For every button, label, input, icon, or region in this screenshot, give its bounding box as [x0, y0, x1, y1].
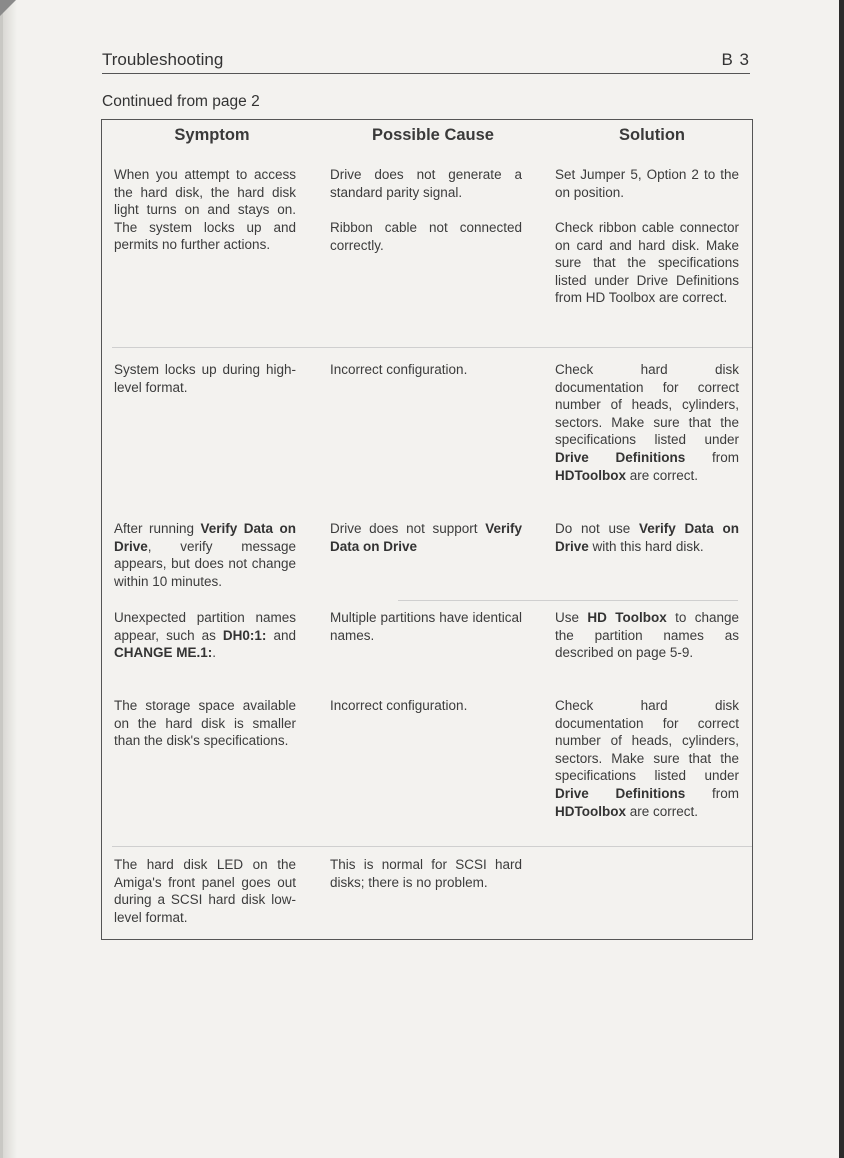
- emphasis-text: HDToolbox: [555, 803, 626, 819]
- row3-solution: [555, 520, 739, 555]
- text-run: Unexpected partition names appear, such as: [114, 610, 296, 643]
- column-header-cause: Possible Cause: [372, 126, 494, 144]
- text-run: Check hard disk documentation for correct number of heads, cylinders, sectors. Make sure that the specifications listed under: [555, 698, 739, 784]
- continued-note: Continued from page 2: [102, 93, 260, 110]
- emphasis-text: DH0:1:: [222, 627, 267, 643]
- row-divider: [112, 846, 752, 847]
- row6-symptom: The hard disk LED on the Amiga's front panel goes out during a SCSI hard disk low-level format.: [114, 857, 296, 925]
- row4-symptom: [114, 609, 296, 662]
- text-run: Check hard disk documentation for correct number of heads, cylinders, sectors. Make sure that the specifications listed under: [555, 362, 739, 448]
- page-corner: [0, 0, 16, 16]
- row1-solution-2: Check ribbon cable connector on card and hard disk. Make sure that the specifications listed under Drive Definitions from HD Toolbox are correct.: [555, 220, 739, 306]
- text-run: from: [685, 449, 739, 465]
- text-run: , verify message appears, but does not change within 10 minutes.: [114, 538, 296, 589]
- emphasis-text: Verify Data on Drive: [555, 521, 739, 554]
- text-run: After running: [114, 521, 201, 536]
- page-gutter-shadow: [3, 0, 17, 1158]
- emphasis-text: HDToolbox: [555, 467, 626, 483]
- text-run: with this hard disk.: [588, 538, 704, 554]
- page-header: [102, 50, 750, 74]
- row5-symptom: The storage space available on the hard disk is smaller than the disk's specifications.: [114, 698, 296, 749]
- page-right-edge: [839, 0, 844, 1158]
- text-run: to change the partition names as described on page 5-9.: [555, 610, 739, 661]
- row1-symptom: When you attempt to access the hard disk, the hard disk light turns on and stays on. The system locks up and permits no further actions.: [114, 167, 296, 253]
- row4-solution: [555, 609, 739, 662]
- text-run: Do not use: [555, 521, 639, 536]
- row3-symptom: [114, 520, 296, 590]
- text-run: from: [685, 785, 739, 801]
- emphasis-text: Drive Definitions: [555, 449, 686, 465]
- row4-cause: Multiple partitions have identical names.: [330, 610, 522, 643]
- row1-cause-1: Drive does not generate a standard parity signal.: [330, 167, 522, 200]
- text-run: .: [212, 645, 217, 661]
- text-run: are correct.: [626, 803, 699, 819]
- text-run: and: [266, 627, 296, 643]
- emphasis-text: Drive Definitions: [555, 785, 686, 801]
- column-header-solution: Solution: [619, 126, 685, 144]
- row2-symptom: System locks up during high-level format.: [114, 362, 296, 395]
- row1-cause-2: Ribbon cable not connected correctly.: [330, 220, 522, 253]
- emphasis-text: HD Toolbox: [587, 610, 667, 625]
- text-run: Use: [555, 610, 588, 625]
- text-run: are correct.: [626, 467, 699, 483]
- row-divider: [398, 600, 738, 601]
- page-number: B 3: [721, 50, 750, 69]
- emphasis-text: Verify Data on Drive: [114, 521, 297, 554]
- column-header-symptom: Symptom: [174, 126, 250, 144]
- emphasis-text: Verify Data on Drive: [330, 521, 522, 554]
- row3-cause: [330, 520, 522, 555]
- row6-cause: This is normal for SCSI hard disks; there is no problem.: [330, 857, 522, 890]
- row1-solution-1: Set Jumper 5, Option 2 to the on position.: [555, 167, 739, 200]
- header-rule: [102, 73, 750, 74]
- text-run: Drive does not support: [330, 521, 486, 536]
- row5-cause: Incorrect configuration.: [330, 698, 468, 713]
- row2-cause: Incorrect configuration.: [330, 362, 468, 377]
- row5-solution: [555, 697, 739, 820]
- section-title: Troubleshooting: [102, 50, 224, 69]
- emphasis-text: CHANGE ME.1:: [114, 645, 213, 661]
- row-divider: [112, 347, 752, 348]
- row2-solution: [555, 361, 739, 484]
